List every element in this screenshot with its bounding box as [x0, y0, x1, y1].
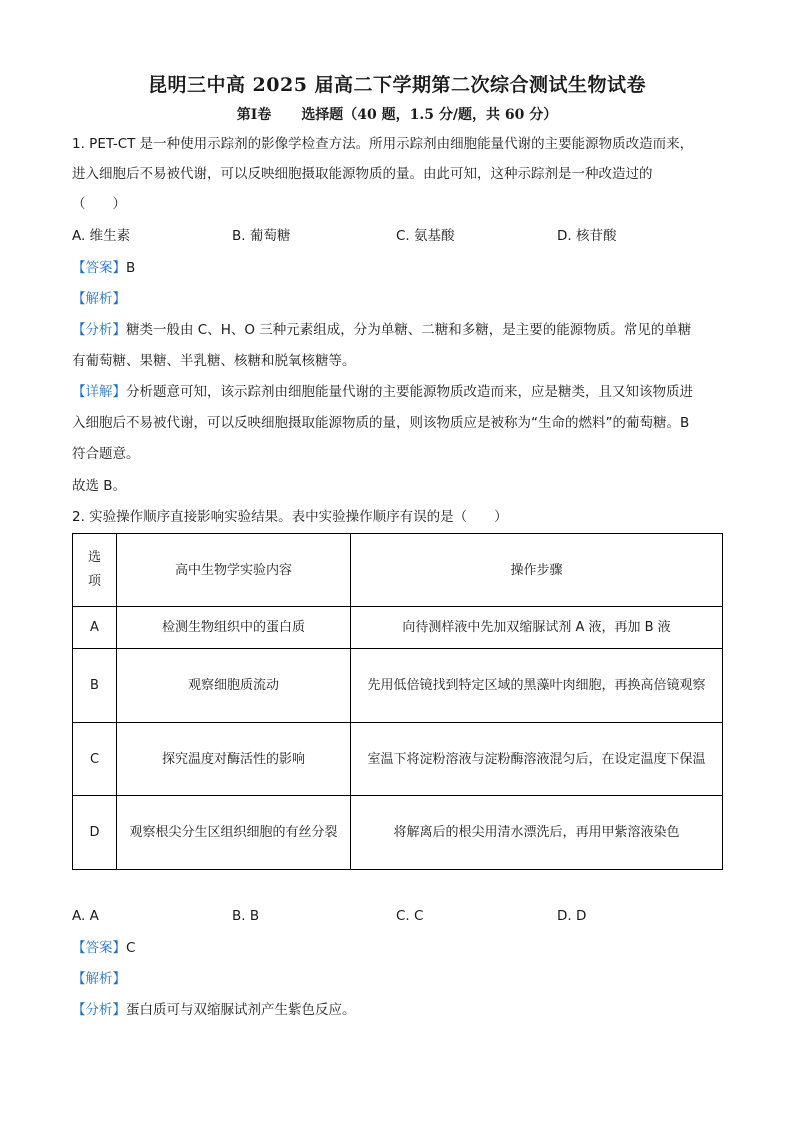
table-cell-steps: 先用低倍镜找到特定区域的黑藻叶肉细胞，再换高倍镜观察: [351, 649, 723, 723]
section-label: 第Ⅰ卷: [236, 107, 272, 123]
table-header-content: 高中生物学实验内容: [117, 534, 351, 607]
q1-fenxi-line1: [72, 320, 728, 340]
table-cell-option: B: [73, 649, 117, 723]
fenxi-text: 蛋白质可与双缩脲试剂产生紫色反应。: [126, 1002, 356, 1018]
q2-answer: [72, 938, 728, 958]
table-row: [73, 796, 723, 870]
table-cell-content: 观察细胞质流动: [117, 649, 351, 723]
fenxi-text: 糖类一般由 C、H、O 三种元素组成，分为单糖、二糖和多糖，是主要的能源物质。常见的单糖: [126, 322, 692, 338]
xiangjie-text: 分析题意可知，该示踪剂由细胞能量代谢的主要能源物质改造而来，应是糖类，且又知该物质进: [126, 384, 693, 400]
answer-tag: 【答案】: [72, 940, 126, 956]
table-cell-steps: 将解离后的根尖用清水漂洗后，再用甲紫溶液染色: [351, 796, 723, 870]
q1-option-d: D. 核苷酸: [557, 228, 617, 244]
q2-analysis-heading: [72, 969, 728, 989]
section-description: 选择题（40 题，1.5 分/题，共 60 分）: [301, 107, 558, 123]
table-cell-content: 观察根尖分生区组织细胞的有丝分裂: [117, 796, 351, 870]
q1-xiangjie-line1: [72, 382, 728, 402]
q1-stem-line2: 进入细胞后不易被代谢，可以反映细胞摄取能源物质的量。由此可知，这种示踪剂是一种改造过的: [72, 166, 653, 182]
q1-stem-line1: 1. PET-CT 是一种使用示踪剂的影像学检查方法。所用示踪剂由细胞能量代谢的主要能源物质改造而来，: [72, 136, 694, 152]
table-cell-option: D: [73, 796, 117, 870]
answer-value: B: [126, 260, 136, 276]
q2-option-b: B. B: [232, 908, 260, 924]
q2-fenxi-line1: [72, 1000, 728, 1020]
q2-option-c: C. C: [396, 908, 424, 924]
q2-stem: 2. 实验操作顺序直接影响实验结果。表中实验操作顺序有误的是（ ）: [72, 509, 508, 525]
q1-fenxi-line2: 有葡萄糖、果糖、半乳糖、核糖和脱氧核糖等。: [72, 353, 356, 369]
q1-analysis-heading: [72, 289, 728, 309]
page-title: 昆明三中高 2025 届高二下学期第二次综合测试生物试卷: [147, 74, 647, 96]
q1-stem-line3: （ ）: [72, 196, 126, 212]
table-row: [73, 649, 723, 723]
table-cell-steps: 向待测样液中先加双缩脲试剂 A 液，再加 B 液: [351, 607, 723, 649]
answer-value: C: [126, 940, 136, 956]
table-header-row: [73, 534, 723, 607]
q1-conclusion: 故选 B。: [72, 478, 127, 494]
table-header-steps: 操作步骤: [351, 534, 723, 607]
q1-option-c: C. 氨基酸: [396, 228, 455, 244]
table-cell-content: 探究温度对酶活性的影响: [117, 723, 351, 796]
q2-option-d: D. D: [557, 908, 587, 924]
table-cell-option: A: [73, 607, 117, 649]
table-row: [73, 607, 723, 649]
xiangjie-tag: 【详解】: [72, 384, 126, 400]
table-row: [73, 723, 723, 796]
analysis-tag: 【解析】: [72, 971, 126, 987]
table-cell-option: C: [73, 723, 117, 796]
answer-tag: 【答案】: [72, 260, 126, 276]
q1-xiangjie-line2: 入细胞后不易被代谢，可以反映细胞摄取能源物质的量，则该物质应是被称为“生命的燃料”的葡萄糖。B: [72, 415, 690, 431]
q1-option-b: B. 葡萄糖: [232, 228, 291, 244]
fenxi-tag: 【分析】: [72, 1002, 126, 1018]
q1-answer: [72, 258, 728, 278]
section-heading: [0, 104, 794, 124]
q1-option-a: A. 维生素: [72, 228, 131, 244]
q1-xiangjie-line3: 符合题意。: [72, 446, 140, 462]
table-cell-content: 检测生物组织中的蛋白质: [117, 607, 351, 649]
table-cell-steps: 室温下将淀粉溶液与淀粉酶溶液混匀后，在设定温度下保温: [351, 723, 723, 796]
fenxi-tag: 【分析】: [72, 322, 126, 338]
experiment-table: [72, 533, 723, 870]
table-header-option: 选项: [73, 534, 117, 607]
q2-option-a: A. A: [72, 908, 99, 924]
analysis-tag: 【解析】: [72, 291, 126, 307]
